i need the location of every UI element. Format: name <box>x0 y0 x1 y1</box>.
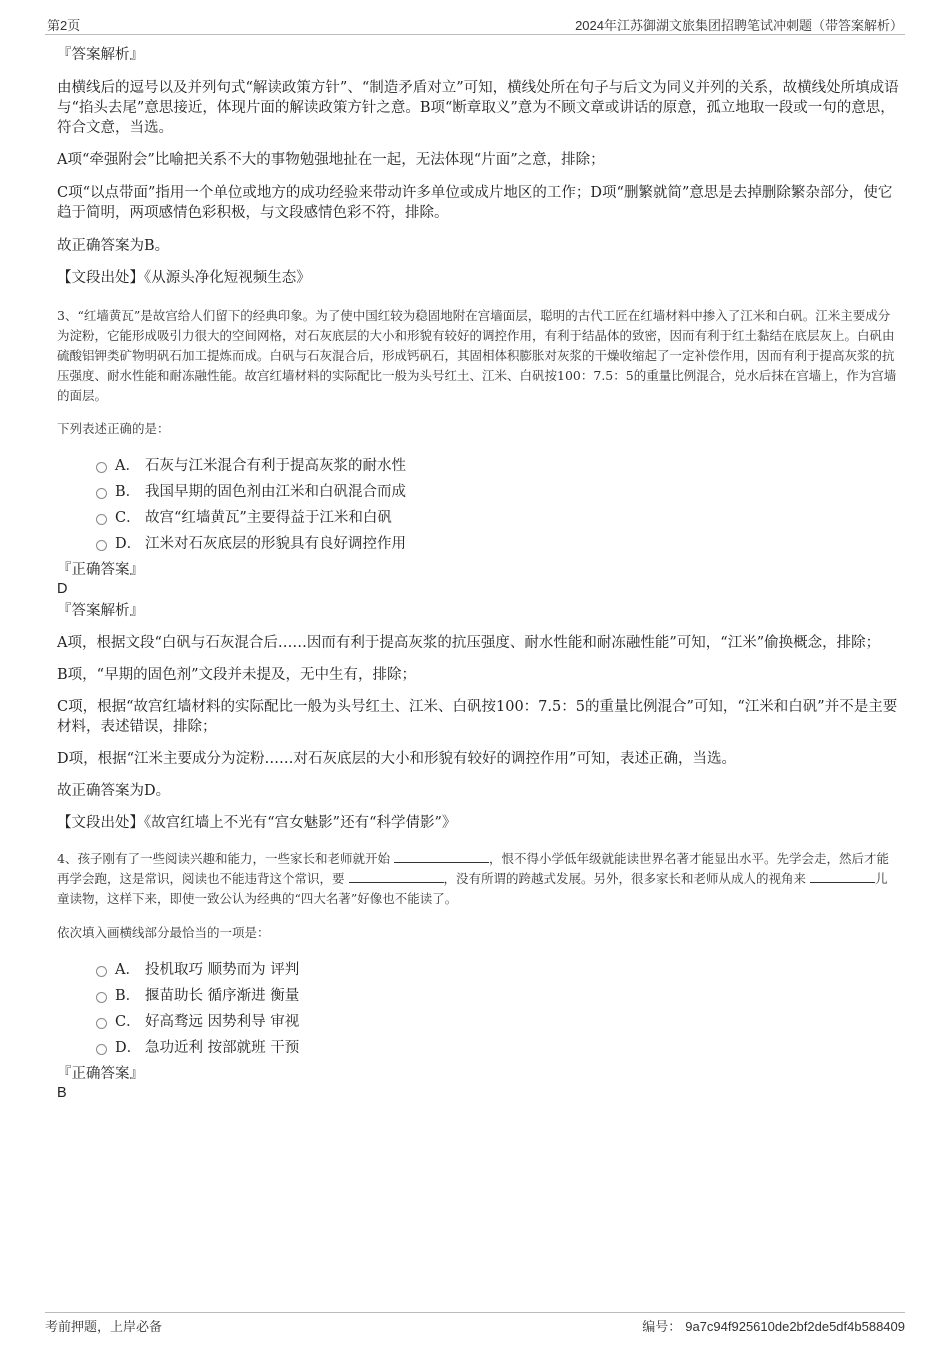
option-b[interactable]: B． 揠苗助长 循序渐进 衡量 <box>57 983 899 1009</box>
option-d[interactable]: D． 急功近利 按部就班 干预 <box>57 1035 899 1061</box>
fill-blank-3 <box>810 870 875 883</box>
analysis-paragraph: A项“牵强附会”比喻把关系不大的事物勉强地扯在一起，无法体现“片面”之意，排除； <box>57 152 605 168</box>
analysis-heading: 『答案解析』 <box>57 603 144 619</box>
option-a[interactable]: A． 石灰与江米混合有利于提高灰浆的耐水性 <box>57 453 899 479</box>
source-citation: 【文段出处】《从源头净化短视频生态》 <box>57 270 311 286</box>
fill-blank-1 <box>394 850 489 863</box>
question-3-text: 3、“红墙黄瓦”是故宫给人们留下的经典印象。为了使中国红较为稳固地附在宫墙面层，聪明的古代工匠在红墙材料中掺入了江米和白矾。江米主要成分为淀粉，它能形成吸引力很大的空间网格，对石灰底层的大小和形貌有较好的调控作用，有利于结晶体的致密，因而有利于红土黏结在底层灰上。白矾由硫酸铝钾类矿物明矾石加工提炼而成。白矾与石灰混合后，形成钙矾石，其固相体积膨胀对灰浆的干燥收缩起了一定补偿作用，因而有利于提高灰浆的抗压强度、耐水性能和耐冻融性能。故宫红墙材料的实际配比一般为头号红土、江米、白矾按100：7.5：5的重量比例混合，兑水后抹在宫墙上，作为宫墙的面层。 <box>57 308 897 403</box>
analysis-paragraph: C项，根据“故宫红墙材料的实际配比一般为头号红土、江米、白矾按100：7.5：5的重量比例混合”可知，“江米和白矾”并不是主要材料，表述错误，排除； <box>57 699 898 735</box>
analysis-paragraph: C项“以点带面”指用一个单位或地方的成功经验来带动许多单位或成片地区的工作；D项“删繁就简”意思是去掉删除繁杂部分，使它趋于简明，两项感情色彩积极，与文段感情色彩不符，排除。 <box>57 185 893 221</box>
radio-button-icon[interactable] <box>96 540 107 551</box>
analysis-paragraph: A项，根据文段“白矾与石灰混合后……因而有利于提高灰浆的抗压强度、耐水性能和耐冻融性能”可知，“江米”偷换概念，排除； <box>57 635 881 651</box>
option-c[interactable]: C． 好高骛远 因势利导 审视 <box>57 1009 899 1035</box>
page-header <box>45 12 905 35</box>
option-b[interactable]: B． 我国早期的固色剂由江米和白矾混合而成 <box>57 479 899 505</box>
analysis-heading: 『答案解析』 <box>57 47 144 63</box>
answer-heading: 『正确答案』 <box>57 1066 144 1082</box>
question-4-options <box>57 957 899 1061</box>
radio-button-icon[interactable] <box>96 514 107 525</box>
analysis-paragraph: B项，“早期的固色剂”文段并未提及，无中生有，排除； <box>57 667 416 683</box>
answer-value: B <box>57 1085 67 1101</box>
question-4-text: 4、孩子刚有了一些阅读兴趣和能力，一些家长和老师就开始 ，恨不得小学低年级就能读世界名著才能显出水平。先学会走，然后才能再学会跑，这是常识，阅读也不能违背这个常识，要 ，没有所谓的跨越式发展。另外，很多家长和老师从成人的视角来 儿童读物，这样下来，即使一致公认为经典的“四大名著”好像也不能读了。 <box>57 851 889 906</box>
question-3-prompt: 下列表述正确的是： <box>57 421 170 436</box>
document-code: 编号： 9a7c94f925610de2bf2de5df4b588409 <box>642 1319 905 1334</box>
option-c[interactable]: C． 故宫“红墙黄瓦”主要得益于江米和白矾 <box>57 505 899 531</box>
question-4-prompt: 依次填入画横线部分最恰当的一项是： <box>57 925 270 940</box>
radio-button-icon[interactable] <box>96 966 107 977</box>
page-footer <box>45 1312 905 1335</box>
answer-value: D <box>57 581 68 597</box>
question-3-options <box>57 453 899 557</box>
analysis-paragraph: 由横线后的逗号以及并列句式“解读政策方针”、“制造矛盾对立”可知，横线处所在句子与后文为同义并列的关系，故横线处所填成语与“掐头去尾”意思接近，体现片面的解读政策方针之意。B项“断章取义”意为不顾文章或讲话的原意，孤立地取一段或一句的意思，符合文意，当选。 <box>57 80 899 136</box>
page-number: 第2页 <box>47 18 81 33</box>
radio-button-icon[interactable] <box>96 992 107 1003</box>
conclusion: 故正确答案为B。 <box>57 238 170 254</box>
option-a[interactable]: A． 投机取巧 顺势而为 评判 <box>57 957 899 983</box>
radio-button-icon[interactable] <box>96 1044 107 1055</box>
document-title: 2024年江苏御湖文旅集团招聘笔试冲刺题（带答案解析） <box>575 18 903 33</box>
answer-heading: 『正确答案』 <box>57 562 144 578</box>
radio-button-icon[interactable] <box>96 1018 107 1029</box>
source-citation: 【文段出处】《故宫红墙上不光有“宫女魅影”还有“科学倩影”》 <box>57 815 457 831</box>
radio-button-icon[interactable] <box>96 462 107 473</box>
radio-button-icon[interactable] <box>96 488 107 499</box>
footer-slogan: 考前押题，上岸必备 <box>45 1319 163 1334</box>
option-d[interactable]: D． 江米对石灰底层的形貌具有良好调控作用 <box>57 531 899 557</box>
page-content <box>57 46 899 1103</box>
conclusion: 故正确答案为D。 <box>57 783 171 799</box>
fill-blank-2 <box>349 870 444 883</box>
analysis-paragraph: D项，根据“江米主要成分为淀粉……对石灰底层的大小和形貌有较好的调控作用”可知，表述正确，当选。 <box>57 751 736 767</box>
